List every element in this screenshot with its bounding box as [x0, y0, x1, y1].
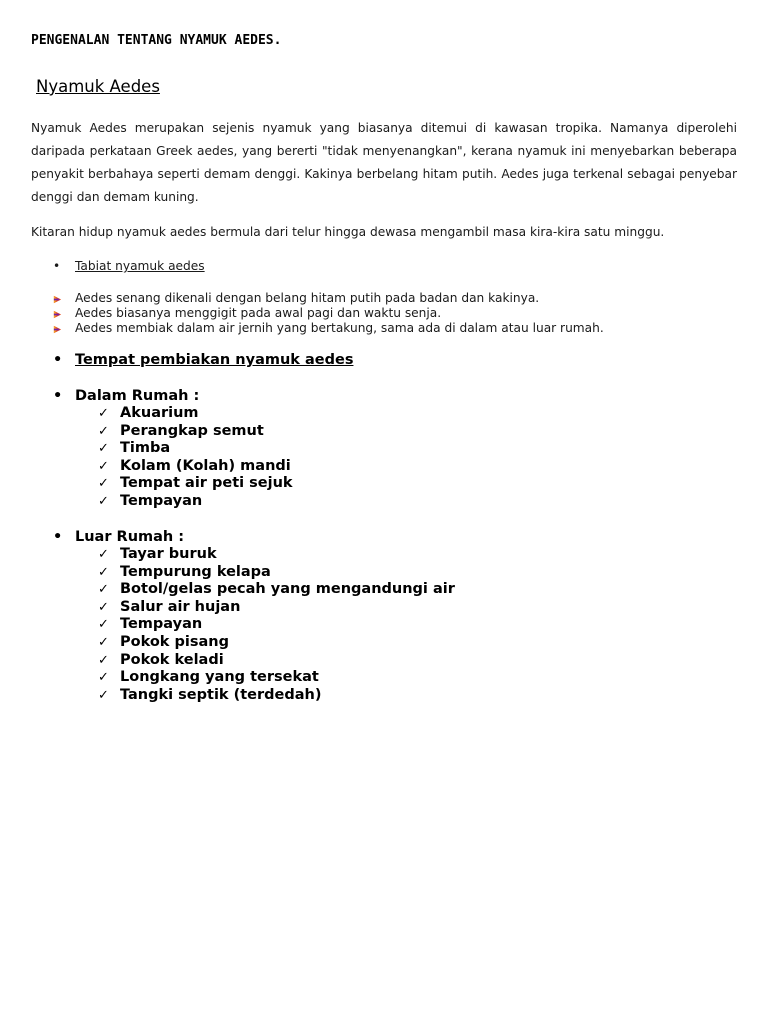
- indoor-item: Perangkap semut: [120, 422, 264, 439]
- habits-heading: [53, 259, 205, 273]
- document-subtitle: Nyamuk Aedes: [36, 77, 160, 96]
- list-item: [98, 652, 455, 670]
- document-title: PENGENALAN TENTANG NYAMUK AEDES.: [31, 33, 282, 48]
- check-icon: ✓: [98, 476, 109, 492]
- outdoor-item: Botol/gelas pecah yang mengandungi air: [120, 581, 455, 598]
- outdoor-item: Longkang yang tersekat: [120, 669, 319, 686]
- bullet-glyph: •: [53, 529, 63, 545]
- list-item: [53, 306, 604, 321]
- indoor-list: [53, 405, 293, 511]
- list-item: [98, 546, 455, 564]
- check-icon: ✓: [98, 458, 109, 474]
- breeding-heading: [53, 352, 353, 368]
- check-icon: ✓: [98, 599, 109, 615]
- list-item: [98, 616, 455, 634]
- check-icon: ✓: [98, 634, 109, 650]
- check-icon: ✓: [98, 406, 109, 421]
- list-item: [98, 475, 293, 493]
- list-item: [98, 581, 455, 599]
- outdoor-item: Salur air hujan: [120, 598, 241, 615]
- check-icon: ✓: [98, 617, 109, 633]
- check-icon: ✓: [98, 547, 109, 562]
- outdoor-item: Tangki septik (terdedah): [120, 686, 322, 703]
- check-icon: ✓: [98, 687, 109, 703]
- outdoor-section: [53, 528, 455, 704]
- bullet-glyph: •: [53, 259, 61, 273]
- outdoor-label: Luar Rumah :: [75, 529, 185, 545]
- list-item: [98, 634, 455, 652]
- habits-list: [53, 291, 604, 336]
- outdoor-item: Tayar buruk: [120, 546, 217, 562]
- outdoor-heading: [53, 528, 455, 546]
- list-item: [98, 493, 293, 511]
- indoor-item: Timba: [120, 440, 171, 457]
- habits-heading-label: Tabiat nyamuk aedes: [75, 259, 205, 273]
- outdoor-item: Tempurung kelapa: [120, 563, 271, 580]
- outdoor-item: Tempayan: [120, 616, 203, 633]
- list-item: [98, 423, 293, 441]
- check-icon: ✓: [98, 582, 109, 598]
- list-item: [98, 458, 293, 476]
- list-item: [53, 291, 604, 306]
- bullet-glyph: •: [53, 388, 63, 404]
- outdoor-list: [53, 546, 455, 704]
- check-icon: ✓: [98, 493, 109, 509]
- list-item: [98, 599, 455, 617]
- list-item: [98, 564, 455, 582]
- list-item: [53, 321, 604, 336]
- indoor-item: Tempat air peti sejuk: [120, 475, 293, 492]
- bullet-glyph: •: [53, 352, 63, 368]
- indoor-item: Tempayan: [120, 492, 203, 509]
- arrow-bullet-icon: [53, 295, 62, 304]
- arrow-bullet-icon: [53, 325, 62, 334]
- list-item: [98, 669, 455, 687]
- list-item: [98, 687, 455, 705]
- check-icon: ✓: [98, 564, 109, 580]
- arrow-bullet-icon: [53, 310, 62, 319]
- habit-text: Aedes membiak dalam air jernih yang bertakung, sama ada di dalam atau luar rumah.: [75, 321, 604, 335]
- outdoor-item: Pokok pisang: [120, 633, 229, 650]
- list-item: [98, 405, 293, 423]
- indoor-label: Dalam Rumah :: [75, 388, 200, 404]
- indoor-section: [53, 387, 293, 511]
- check-icon: ✓: [98, 441, 109, 457]
- lifecycle-paragraph: Kitaran hidup nyamuk aedes bermula dari telur hingga dewasa mengambil masa kira-kira satu minggu.: [31, 225, 665, 239]
- breeding-heading-label: Tempat pembiakan nyamuk aedes: [75, 352, 354, 368]
- indoor-item: Kolam (Kolah) mandi: [120, 457, 291, 474]
- habit-text: Aedes biasanya menggigit pada awal pagi dan waktu senja.: [75, 306, 442, 320]
- list-item: [98, 440, 293, 458]
- habit-text: Aedes senang dikenali dengan belang hitam putih pada badan dan kakinya.: [75, 291, 540, 305]
- check-icon: ✓: [98, 670, 109, 686]
- outdoor-item: Pokok keladi: [120, 651, 224, 668]
- check-icon: ✓: [98, 652, 109, 668]
- check-icon: ✓: [98, 423, 109, 439]
- intro-paragraph: Nyamuk Aedes merupakan sejenis nyamuk yang biasanya ditemui di kawasan tropika. Namanya diperolehi daripada perkataan Greek aedes, yang bererti "tidak menyenangkan", kerana nyamuk ini menyebarkan beberapa penyakit berbahaya seperti demam denggi. Kakinya berbelang hitam putih. Aedes juga terkenal sebagai penyebar denggi dan demam kuning.: [31, 121, 737, 204]
- indoor-item: Akuarium: [120, 405, 199, 421]
- indoor-heading: [53, 387, 293, 405]
